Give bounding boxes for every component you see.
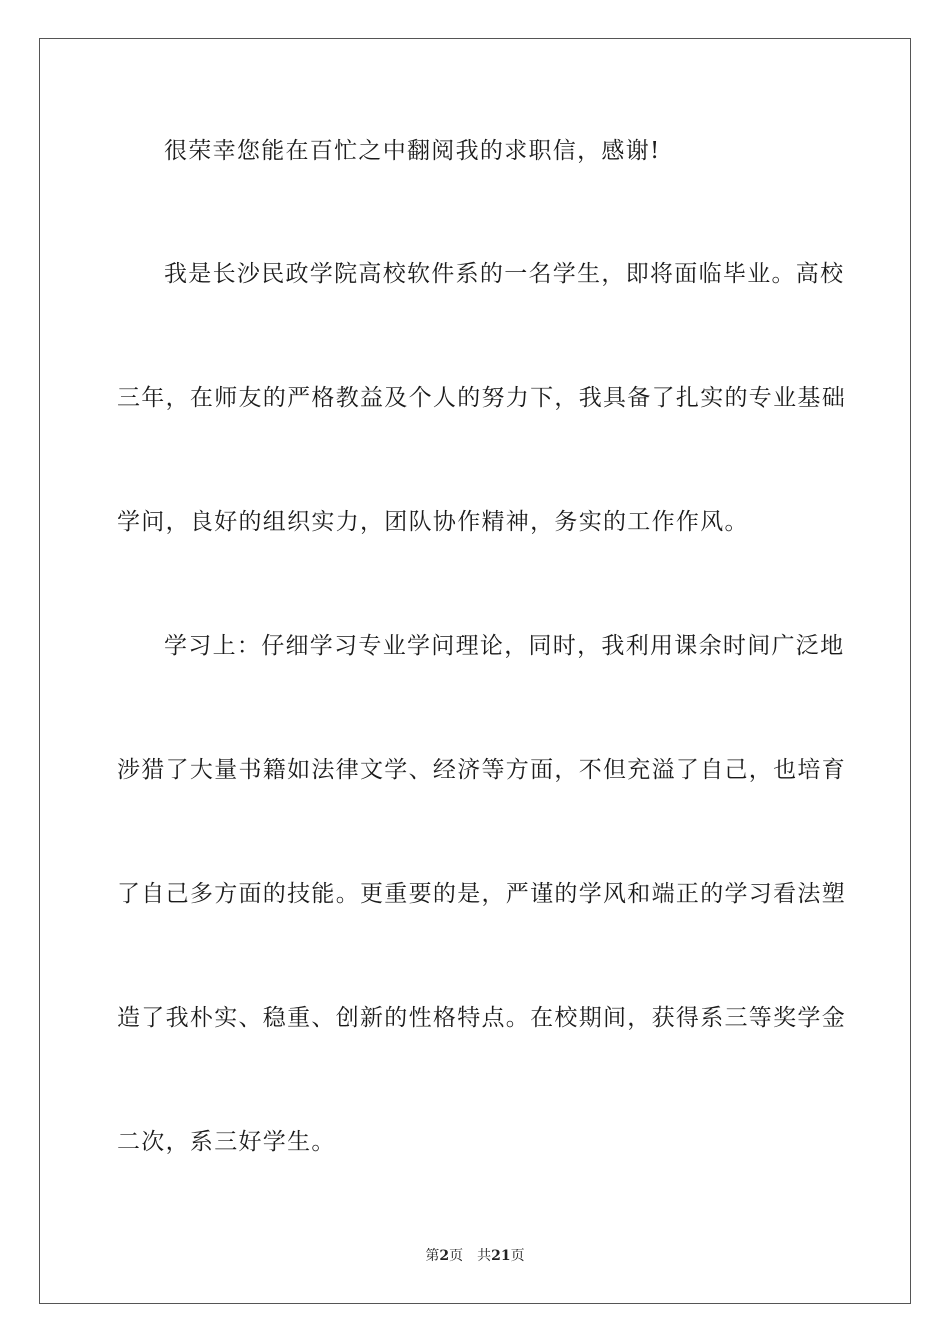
page-prefix: 第 — [425, 1248, 440, 1264]
total-prefix: 共 — [477, 1248, 492, 1264]
page-total-number: 21 — [491, 1248, 511, 1264]
page-footer — [0, 1247, 950, 1265]
paragraph-greeting: 很荣幸您能在百忙之中翻阅我的求职信，感谢! — [164, 138, 661, 164]
page-border — [39, 38, 911, 1304]
paragraph-intro-line-3: 学问，良好的组织实力，团队协作精神，务实的工作作风。 — [117, 509, 749, 535]
paragraph-study-line-5: 二次，系三好学生。 — [117, 1129, 336, 1155]
page-suffix: 页 — [449, 1248, 464, 1264]
paragraph-study-line-4: 造了我朴实、稳重、创新的性格特点。在校期间，获得系三等奖学金 — [117, 1005, 846, 1031]
paragraph-study-line-3: 了自己多方面的技能。更重要的是，严谨的学风和端正的学习看法塑 — [117, 881, 846, 907]
page-current-number: 2 — [439, 1248, 450, 1264]
paragraph-intro-line-1: 我是长沙民政学院高校软件系的一名学生，即将面临毕业。高校 — [164, 261, 845, 287]
paragraph-study-line-2: 涉猎了大量书籍如法律文学、经济等方面，不但充溢了自己，也培育 — [117, 757, 846, 783]
paragraph-study-line-1: 学习上：仔细学习专业学问理论，同时，我利用课余时间广泛地 — [164, 633, 845, 659]
paragraph-intro-line-2: 三年，在师友的严格教益及个人的努力下，我具备了扎实的专业基础 — [117, 385, 846, 411]
total-suffix: 页 — [510, 1248, 525, 1264]
